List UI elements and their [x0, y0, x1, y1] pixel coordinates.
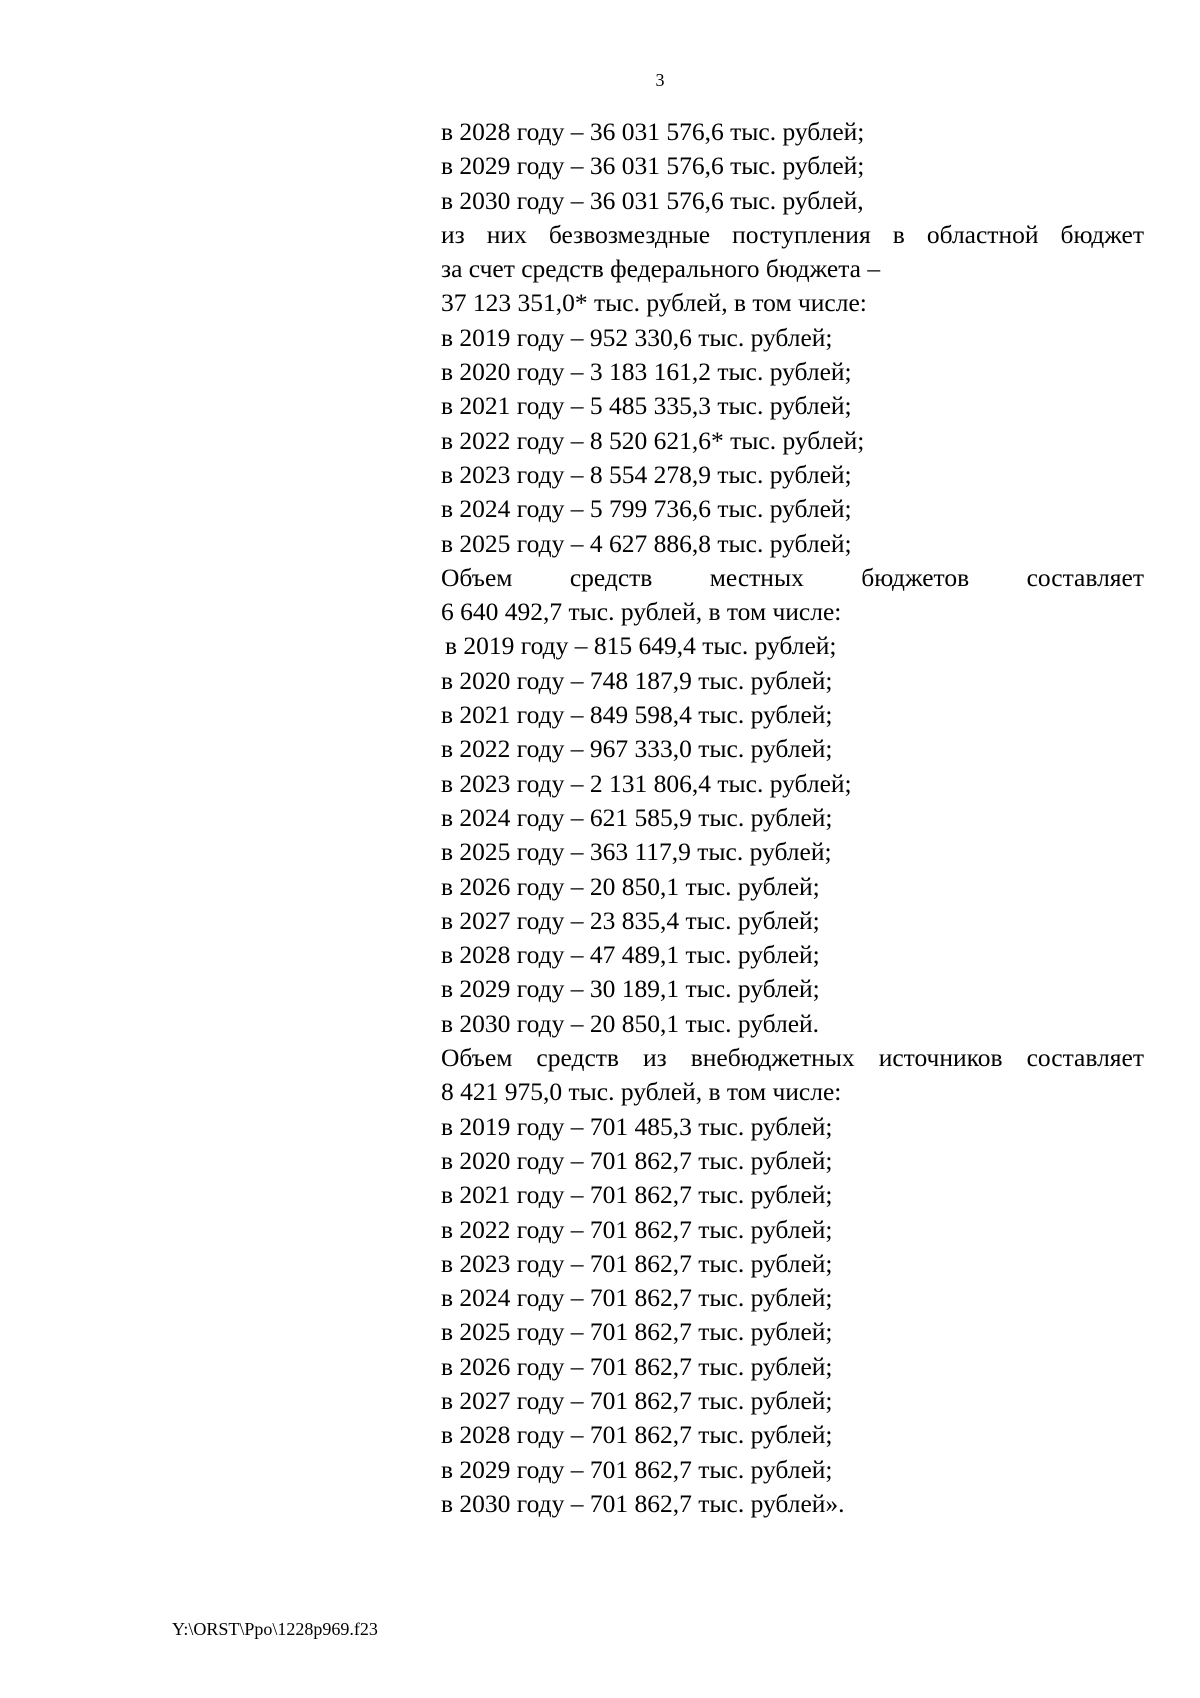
text-line: в 2029 году – 701 862,7 тыс. рублей; — [441, 1454, 833, 1484]
text-line: в 2023 году – 701 862,7 тыс. рублей; — [441, 1248, 833, 1278]
text-line: в 2021 году – 701 862,7 тыс. рублей; — [441, 1180, 833, 1210]
text-line: в 2019 году – 952 330,6 тыс. рублей; — [441, 322, 833, 352]
text-line: 37 123 351,0* тыс. рублей, в том числе: — [441, 288, 867, 318]
text-line: в 2027 году – 23 835,4 тыс. рублей; — [441, 905, 820, 935]
text-line: из них безвозмездные поступления в областной бюджет — [441, 219, 1144, 249]
text-line: в 2021 году – 849 598,4 тыс. рублей; — [441, 700, 833, 730]
text-line: в 2027 году – 701 862,7 тыс. рублей; — [441, 1385, 833, 1415]
page-number: 3 — [655, 70, 665, 90]
text-line: в 2019 году – 815 649,4 тыс. рублей; — [445, 631, 837, 661]
text-line: в 2029 году – 36 031 576,6 тыс. рублей; — [441, 151, 865, 181]
text-line: 8 421 975,0 тыс. рублей, в том числе: — [441, 1077, 842, 1107]
text-line: в 2020 году – 748 187,9 тыс. рублей; — [441, 665, 833, 695]
text-line: в 2025 году – 363 117,9 тыс. рублей; — [441, 837, 832, 867]
text-line: в 2028 году – 36 031 576,6 тыс. рублей; — [441, 117, 865, 146]
text-line: в 2024 году – 5 799 736,6 тыс. рублей; — [441, 494, 852, 524]
text-line: в 2021 году – 5 485 335,3 тыс. рублей; — [441, 391, 852, 421]
text-line: в 2024 году – 621 585,9 тыс. рублей; — [441, 802, 833, 832]
text-line: в 2025 году – 4 627 886,8 тыс. рублей; — [441, 528, 852, 558]
text-line: в 2028 году – 47 489,1 тыс. рублей; — [441, 940, 820, 970]
text-line: в 2026 году – 20 850,1 тыс. рублей; — [441, 871, 820, 901]
text-line: в 2030 году – 701 862,7 тыс. рублей». — [441, 1488, 845, 1518]
text-line: в 2019 году – 701 485,3 тыс. рублей; — [441, 1111, 833, 1141]
text-line: в 2024 году – 701 862,7 тыс. рублей; — [441, 1283, 833, 1313]
text-line: в 2022 году – 8 520 621,6* тыс. рублей; — [441, 425, 865, 455]
text-line: Объем средств местных бюджетов составляет — [441, 562, 1144, 592]
text-line: за счет средств федерального бюджета – — [441, 254, 881, 284]
text-line: 6 640 492,7 тыс. рублей, в том числе: — [441, 597, 842, 627]
text-line: в 2030 году – 20 850,1 тыс. рублей. — [441, 1008, 820, 1038]
text-line: в 2025 году – 701 862,7 тыс. рублей; — [441, 1317, 833, 1347]
footer-file-path: Y:\ORST\Ppo\1228p969.f23 — [172, 1619, 378, 1639]
text-line: в 2030 году – 36 031 576,6 тыс. рублей, — [441, 185, 864, 215]
text-line: в 2022 году – 967 333,0 тыс. рублей; — [441, 734, 833, 764]
text-line: в 2026 году – 701 862,7 тыс. рублей; — [441, 1351, 833, 1381]
text-line: Объем средств из внебюджетных источников составляет — [441, 1043, 1144, 1073]
document-body — [441, 115, 1144, 1521]
text-line: в 2022 году – 701 862,7 тыс. рублей; — [441, 1214, 833, 1244]
text-line: в 2023 году – 2 131 806,4 тыс. рублей; — [441, 768, 852, 798]
text-line: в 2028 году – 701 862,7 тыс. рублей; — [441, 1420, 833, 1450]
text-line: в 2020 году – 3 183 161,2 тыс. рублей; — [441, 357, 852, 387]
text-line: в 2029 году – 30 189,1 тыс. рублей; — [441, 974, 820, 1004]
text-line: в 2020 году – 701 862,7 тыс. рублей; — [441, 1145, 833, 1175]
text-line: в 2023 году – 8 554 278,9 тыс. рублей; — [441, 459, 852, 489]
